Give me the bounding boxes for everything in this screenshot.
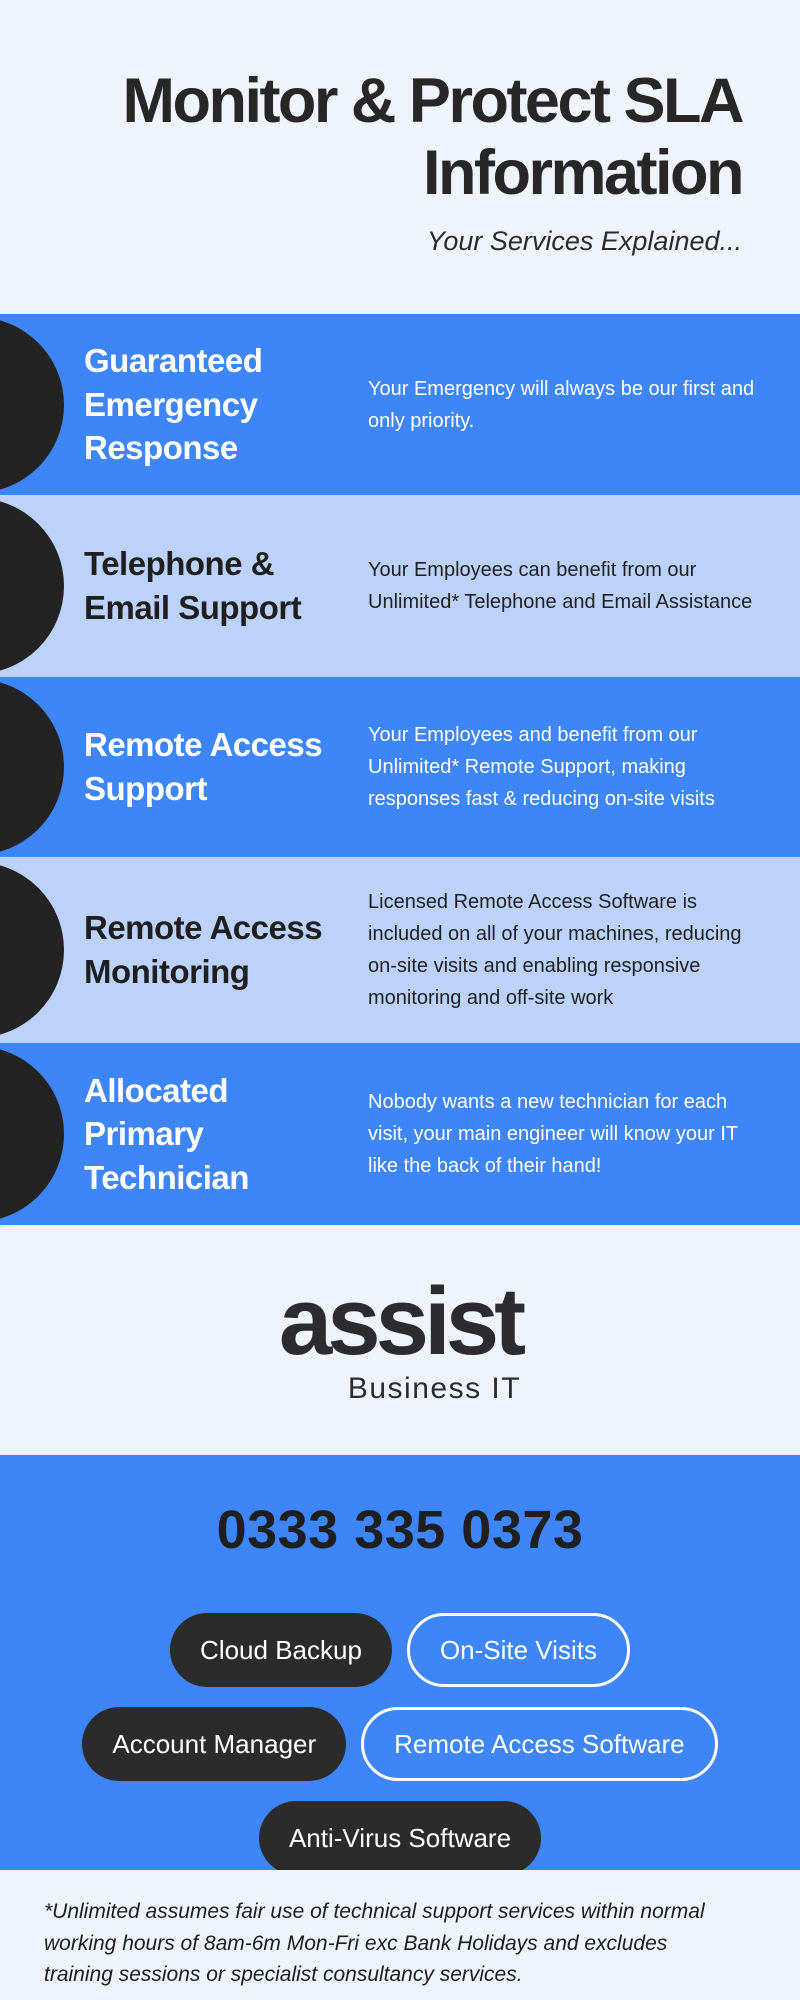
service-tags <box>45 1613 755 1875</box>
service-description: Nobody wants a new technician for each visit, your main engineer will know your IT like the back of their hand! <box>368 1091 738 1177</box>
circle-decoration <box>0 317 64 493</box>
service-heading: Allocated Primary Technician <box>84 1071 249 1196</box>
service-row-allocated-primary-technician <box>0 1043 800 1225</box>
circle-decoration <box>0 498 64 674</box>
service-heading: Remote Access Support <box>84 726 323 807</box>
footnote-section <box>0 1870 800 2000</box>
pill-on-site-visits[interactable]: On-Site Visits <box>407 1613 630 1687</box>
service-description: Your Emergency will always be our first and only priority. <box>368 377 755 432</box>
circle-decoration <box>0 862 64 1038</box>
pill-cloud-backup[interactable]: Cloud Backup <box>170 1613 392 1687</box>
page-subtitle: Your Services Explained... <box>426 225 742 256</box>
page-title-line-1: Monitor & Protect SLA <box>122 66 742 136</box>
service-row-telephone-email-support <box>0 495 800 677</box>
company-logo <box>278 1268 522 1406</box>
service-heading: Guaranteed Emergency Response <box>84 342 263 467</box>
header <box>0 0 800 314</box>
service-row-remote-access-support <box>0 677 800 857</box>
logo-wordmark: assist <box>278 1268 522 1375</box>
pill-account-manager[interactable]: Account Manager <box>82 1707 346 1781</box>
service-heading: Remote Access Monitoring <box>84 909 323 990</box>
service-row-guaranteed-emergency-response <box>0 314 800 495</box>
service-row-remote-access-monitoring <box>0 857 800 1043</box>
unlimited-disclaimer: *Unlimited assumes fair use of technical support services within normal working hours of 8am-6m Mon-Fri exc Bank Holidays and excludes training sessions or specialist consultancy services. <box>44 1900 705 1986</box>
service-heading: Telephone & Email Support <box>84 545 302 626</box>
logo-tagline: Business IT <box>347 1372 522 1405</box>
pill-anti-virus-software[interactable]: Anti-Virus Software <box>259 1801 541 1875</box>
service-description: Licensed Remote Access Software is included on all of your machines, reducing on-site visits and enabling responsive monitoring and off-site work <box>368 891 742 1009</box>
contact-section <box>0 1455 800 1870</box>
phone-number: 0333 335 0373 <box>216 1500 584 1560</box>
circle-decoration <box>0 679 64 855</box>
pill-remote-access-software[interactable]: Remote Access Software <box>361 1707 717 1781</box>
service-description: Your Employees can benefit from our Unlimited* Telephone and Email Assistance <box>368 559 753 613</box>
page-title-line-2: Information <box>423 137 742 208</box>
circle-decoration <box>0 1046 64 1222</box>
service-description: Your Employees and benefit from our Unlimited* Remote Support, making responses fast & reducing on-site visits <box>368 724 715 810</box>
logo-section <box>0 1225 800 1455</box>
